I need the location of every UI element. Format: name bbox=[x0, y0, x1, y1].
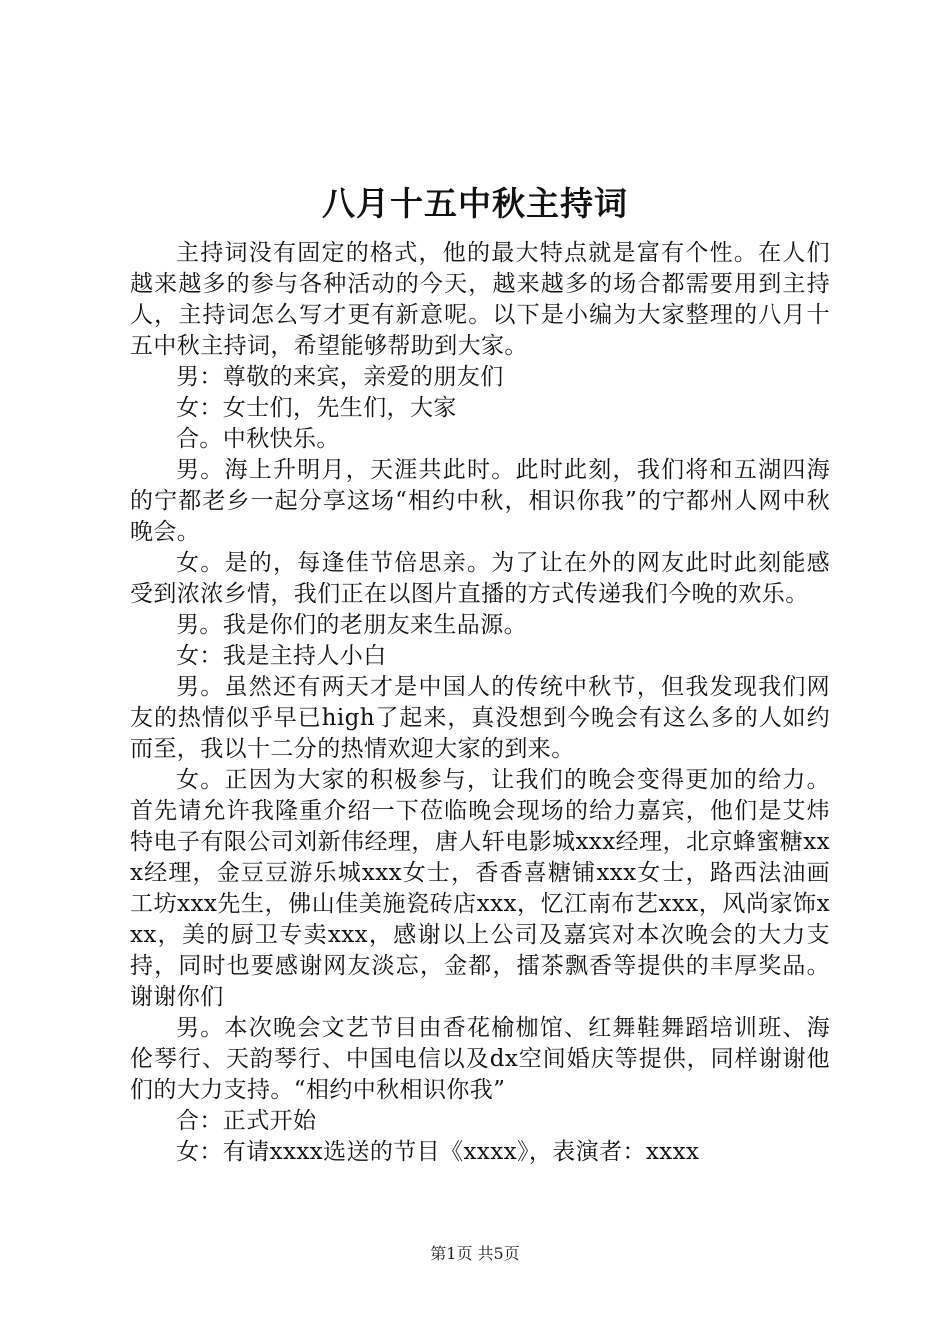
paragraph-line: 男。本次晚会文艺节目由香花榆枷馆、红舞鞋舞蹈培训班、海伦琴行、天韵琴行、中国电信以及dx空间婚庆等提供，同样谢谢他们的大力支持。“相约中秋相识你我” bbox=[130, 1015, 830, 1103]
paragraph-line: 男。虽然还有两天才是中国人的传统中秋节，但我发现我们网友的热情似乎早已high了起来，真没想到今晚会有这么多的人如约而至，我以十二分的热情欢迎大家的到来。 bbox=[130, 674, 830, 762]
document-title: 八月十五中秋主持词 bbox=[322, 184, 628, 223]
paragraph-line: 女。是的，每逢佳节倍思亲。为了让在外的网友此时此刻能感受到浓浓乡情，我们正在以图片直播的方式传递我们今晚的欢乐。 bbox=[130, 550, 830, 607]
paragraph-line: 男。我是你们的老朋友来生品源。 bbox=[176, 612, 527, 638]
paragraph-line: 合。中秋快乐。 bbox=[176, 426, 340, 452]
paragraph-line: 女：女士们，先生们，大家 bbox=[176, 395, 457, 421]
paragraph-intro: 主持词没有固定的格式，他的最大特点就是富有个性。在人们越来越多的参与各种活动的今天，越来越多的场合都需要用到主持人，主持词怎么写才更有新意呢。以下是小编为大家整理的八月十五中秋主持词，希望能够帮助到大家。 bbox=[130, 240, 830, 359]
paragraph-line: 合：正式开始 bbox=[176, 1108, 317, 1134]
paragraph-line: 男：尊敬的来宾，亲爱的朋友们 bbox=[176, 364, 504, 390]
paragraph-line: 男。海上升明月，天涯共此时。此时此刻，我们将和五湖四海的宁都老乡一起分享这场“相约中秋，相识你我”的宁都州人网中秋晚会。 bbox=[130, 457, 830, 545]
document-body bbox=[130, 238, 830, 1168]
page-footer bbox=[0, 1243, 950, 1265]
paragraph-line: 女：有请xxxx选送的节目《xxxx》，表演者：xxxx bbox=[176, 1139, 700, 1165]
paragraph-line: 女。正因为大家的积极参与，让我们的晚会变得更加的给力。首先请允许我隆重介绍一下莅临晚会现场的给力嘉宾，他们是艾炜特电子有限公司刘新伟经理，唐人轩电影城xxx经理，北京蜂蜜糖xxx经理，金豆豆游乐城xxx女士，香香喜糖铺xxx女士，路西法油画工坊xxx先生，佛山佳美施瓷砖店xxx，忆江南布艺xxx，风尚家饰xxx，美的厨卫专卖xxx，感谢以上公司及嘉宾对本次晚会的大力支持，同时也要感谢网友淡忘，金都，擂茶飘香等提供的丰厚奖品。谢谢你们 bbox=[130, 767, 830, 1010]
page-number-label: 第1页 共5页 bbox=[430, 1244, 520, 1263]
paragraph-line: 女：我是主持人小白 bbox=[176, 643, 387, 669]
